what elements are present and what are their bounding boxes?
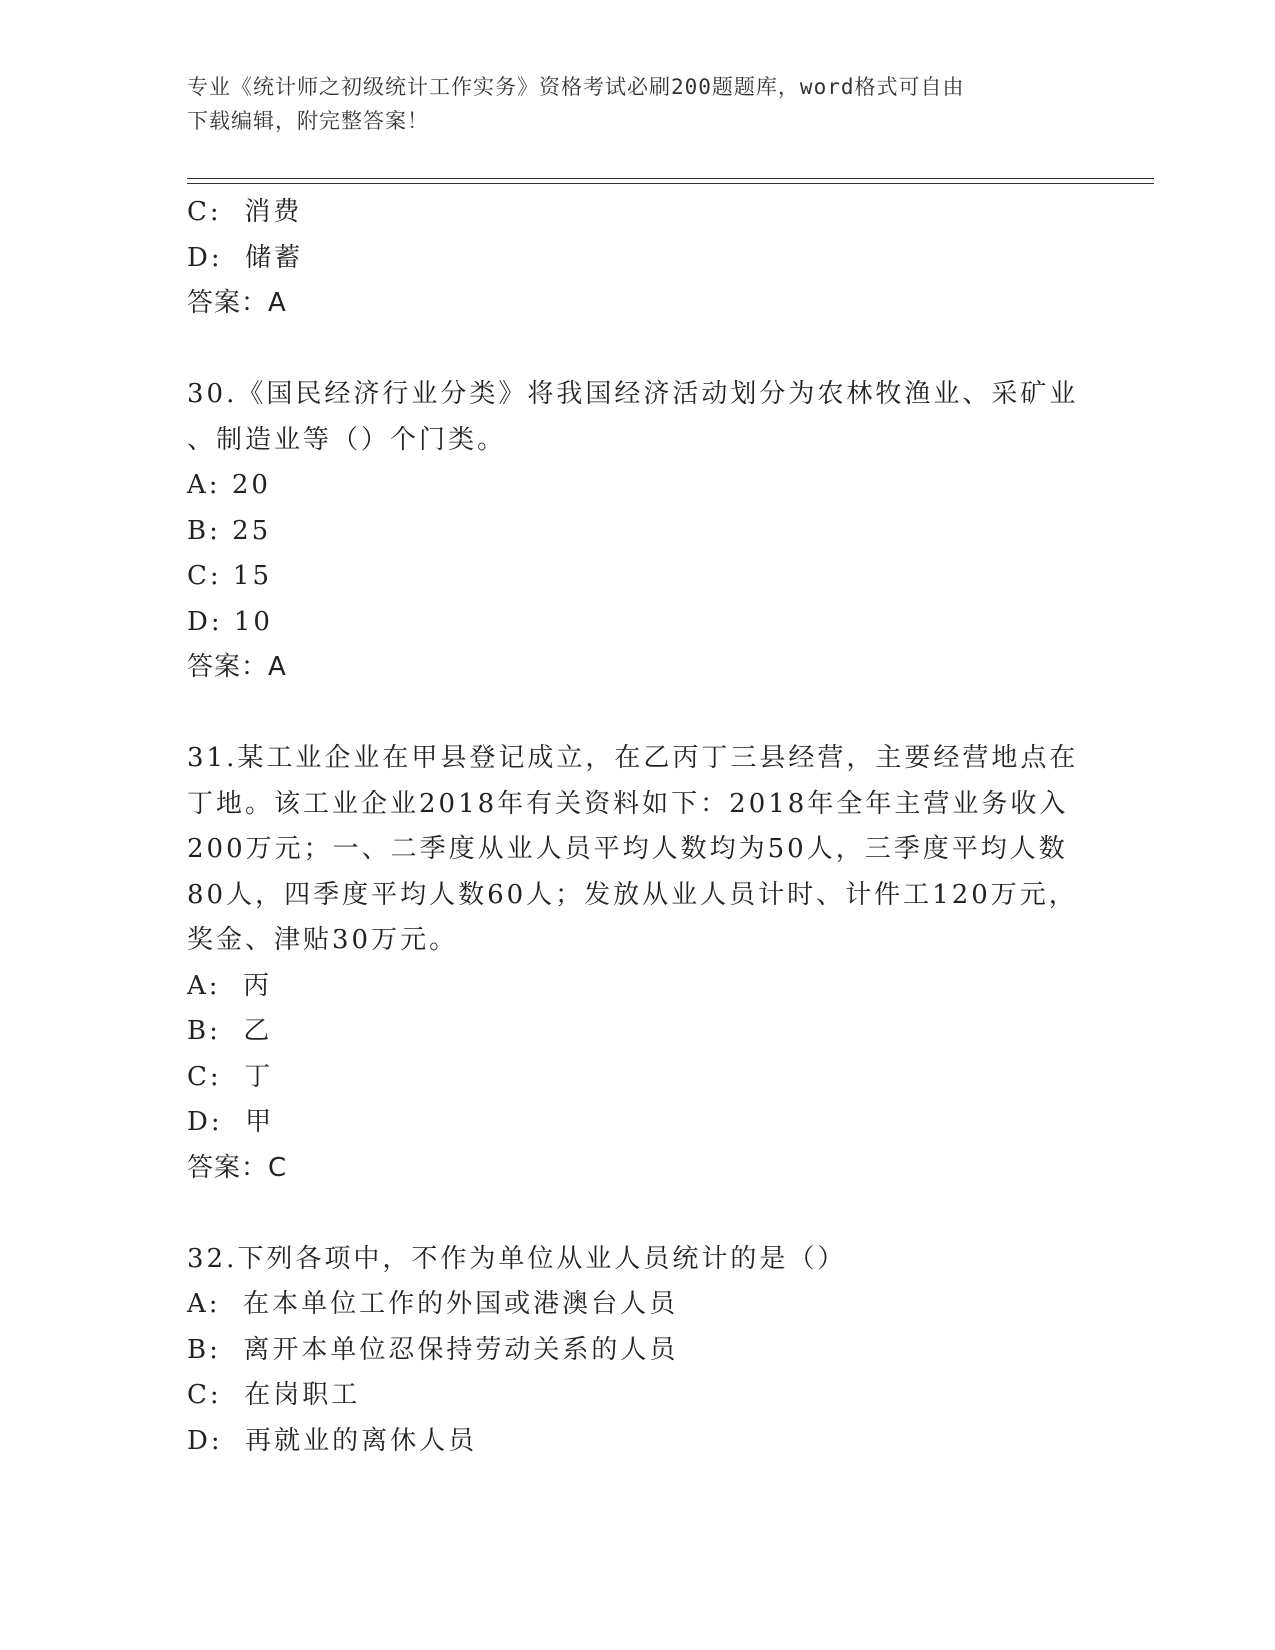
option-b: B: 乙 bbox=[187, 1016, 273, 1046]
header-rule-top bbox=[187, 178, 1154, 179]
answer-line: 答案：A bbox=[187, 288, 287, 318]
question-30 bbox=[187, 372, 1087, 691]
question-text-line: 80人，四季度平均人数60人；发放从业人员计时、计件工120万元， bbox=[187, 879, 1078, 910]
option-c: C: 消费 bbox=[187, 197, 303, 227]
option-c: C: 在岗职工 bbox=[187, 1380, 361, 1410]
question-text-line: 32.下列各项中，不作为单位从业人员统计的是（） bbox=[187, 1243, 847, 1274]
question-31 bbox=[187, 736, 1087, 1191]
option-d: D: 储蓄 bbox=[187, 242, 304, 273]
option-a: A: 20 bbox=[187, 470, 271, 500]
question-prev-tail bbox=[187, 190, 1087, 327]
option-d: D: 甲 bbox=[187, 1107, 275, 1137]
document-header bbox=[187, 70, 1067, 138]
question-list bbox=[187, 190, 1087, 1464]
question-text-line: 丁地。该工业企业2018年有关资料如下：2018年全年主营业务收入 bbox=[187, 788, 1069, 819]
option-d: D: 再就业的离休人员 bbox=[187, 1425, 478, 1456]
question-32 bbox=[187, 1237, 1087, 1465]
question-text-line: 、制造业等（）个门类。 bbox=[187, 424, 507, 455]
option-c: C: 丁 bbox=[187, 1061, 274, 1092]
option-b: B: 离开本单位忍保持劳动关系的人员 bbox=[187, 1334, 679, 1365]
option-b: B: 25 bbox=[187, 515, 272, 546]
option-a: A: 丙 bbox=[187, 970, 273, 1001]
answer-line: 答案：A bbox=[187, 652, 287, 682]
answer-line: 答案：C bbox=[187, 1152, 288, 1183]
question-text-line: 30.《国民经济行业分类》将我国经济活动划分为农林牧渔业、采矿业 bbox=[187, 379, 1079, 409]
option-a: A: 在本单位工作的外国或港澳台人员 bbox=[187, 1289, 679, 1319]
header-rule-bottom bbox=[187, 183, 1154, 184]
question-text-line: 200万元；一、二季度从业人员平均人数均为50人，三季度平均人数 bbox=[187, 834, 1068, 864]
header-line-1: 专业《统计师之初级统计工作实务》资格考试必刷200题题库，word格式可自由 bbox=[187, 75, 965, 99]
question-text-line: 奖金、津贴30万元。 bbox=[187, 925, 459, 955]
option-d: D: 10 bbox=[187, 606, 273, 637]
question-text-line: 31.某工业企业在甲县登记成立，在乙丙丁三县经营，主要经营地点在 bbox=[187, 743, 1079, 773]
header-line-2: 下载编辑，附完整答案！ bbox=[187, 109, 429, 133]
option-c: C: 15 bbox=[187, 561, 273, 591]
